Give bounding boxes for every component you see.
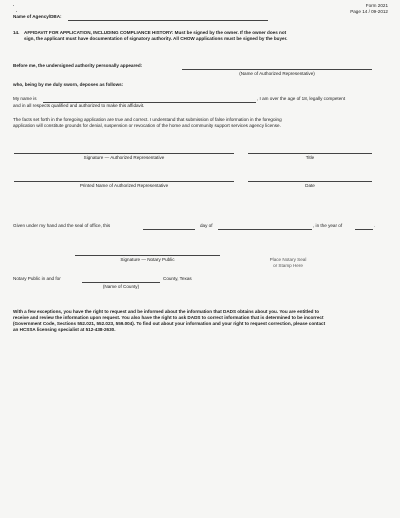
title-line[interactable]	[248, 153, 372, 154]
section-title-line1: AFFIDAVIT FOR APPLICATION, INCLUDING COMPLIANCE HISTORY: Must be signed by the owner. If the owner does not	[24, 30, 287, 35]
signature-rep-line[interactable]	[14, 153, 234, 154]
before-me-text: Before me, the undersigned authority personally appeared:	[13, 63, 143, 68]
privacy-line2: receive and review the information upon request. You also have the right to ask DADS to correct information that is determined to be incorrect	[13, 315, 324, 320]
printed-name-line[interactable]	[14, 181, 234, 182]
rep-name-line[interactable]	[182, 69, 372, 70]
given-under-text: Given under my hand and the seal of office, this	[13, 223, 111, 228]
facts-line2: application will constitute grounds for denial, suspension or revocation of the home and community support services agency license.	[13, 123, 281, 128]
privacy-line3: (Government Code, Sections 552.021, 552.023, 559.004). To find out about your information and your right to request correction, please contact	[13, 321, 326, 326]
form-number: Form 2021	[365, 3, 388, 8]
county-caption: (Name of County)	[102, 284, 140, 289]
county-line[interactable]	[82, 282, 160, 283]
facts-line1: The facts set forth in the foregoing application are true and correct. I understand that submission of false information in the foregoing	[13, 117, 282, 122]
agency-name-line[interactable]	[68, 20, 268, 21]
scan-speck	[13, 5, 14, 6]
period: .	[374, 223, 376, 228]
scan-speck	[16, 11, 17, 12]
notary-in-for-text: Notary Public in and for	[13, 276, 61, 281]
day-of-text: day of	[200, 223, 213, 228]
date-caption: Date	[305, 183, 315, 188]
seal-text-line1: Place Notary Seal	[269, 257, 307, 262]
county-texas-text: County, Texas	[163, 276, 192, 281]
notary-signature-caption: Signature — Notary Public	[120, 257, 175, 262]
sworn-text: who, being by me duly sworn, deposes as follows:	[13, 82, 124, 87]
in-year-text: , in the year of	[313, 223, 343, 228]
section-number: 14.	[13, 30, 20, 35]
qualified-text: and in all respects qualified and authorized to make this affidavit.	[13, 103, 145, 108]
seal-text-line2: or Stamp Here	[273, 263, 303, 268]
day-line[interactable]	[143, 229, 195, 230]
privacy-line4: an HCSSA licensing specialist at 512-438-2630.	[13, 327, 116, 332]
rep-name-caption: (Name of Authorized Representative)	[239, 71, 315, 76]
title-caption: Title	[305, 155, 315, 160]
age-statement: , I am over the age of 18, legally competent	[257, 96, 346, 101]
privacy-line1: With a few exceptions, you have the right to request and be informed about the information that DADS obtains about you. You are entitled to	[13, 309, 320, 314]
agency-label: Name of Agency/DBA:	[13, 14, 62, 19]
month-line[interactable]	[218, 229, 312, 230]
signature-rep-caption: Signature — Authorized Representative	[83, 155, 165, 160]
date-line[interactable]	[248, 181, 372, 182]
my-name-label: My name is	[13, 96, 37, 101]
year-line[interactable]	[355, 229, 373, 230]
printed-name-caption: Printed Name of Authorized Representative	[79, 183, 169, 188]
page-info: Page 14 / 09-2012	[350, 9, 388, 14]
notary-signature-line[interactable]	[75, 255, 220, 256]
section-title-line2: sign, the applicant must have documentation of signatory authority. All CHOW applications must be signed by the buyer.	[24, 36, 288, 41]
